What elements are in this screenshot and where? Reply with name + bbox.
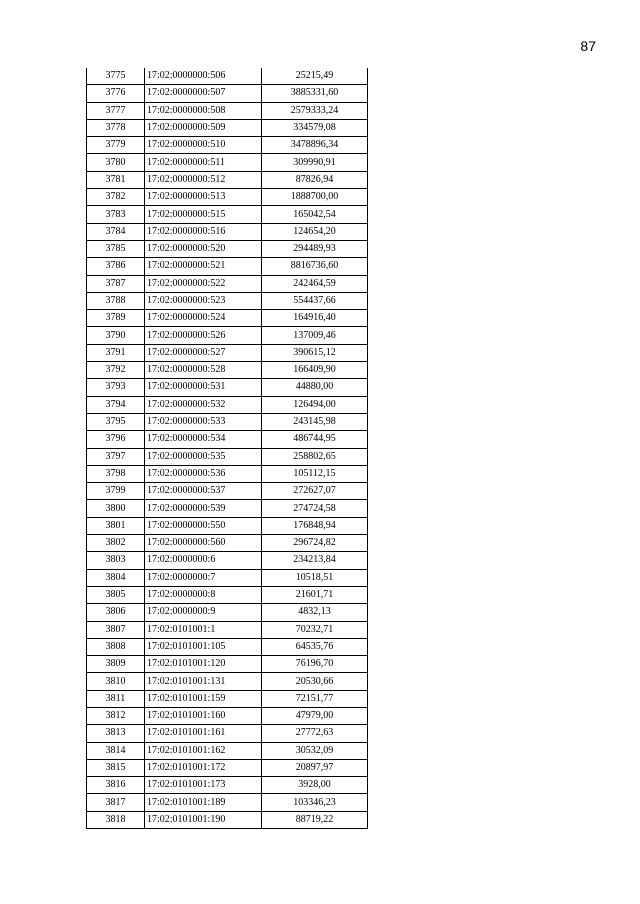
- cadastral-number: 17:02:0000000:522: [145, 275, 262, 292]
- cadastral-number: 17:02:0000000:8: [145, 586, 262, 603]
- row-number: 3809: [87, 656, 145, 673]
- cadastral-number: 17:02:0000000:550: [145, 517, 262, 534]
- row-number: 3778: [87, 119, 145, 136]
- cadastral-value: 76196,70: [262, 656, 368, 673]
- row-number: 3776: [87, 85, 145, 102]
- cadastral-number: 17:02:0000000:516: [145, 223, 262, 240]
- table-row: [87, 258, 368, 275]
- row-number: 3787: [87, 275, 145, 292]
- table-row: [87, 102, 368, 119]
- table-row: [87, 673, 368, 690]
- cadastral-number: 17:02:0101001:1: [145, 621, 262, 638]
- cadastral-number: 17:02:0000000:536: [145, 465, 262, 482]
- row-number: 3791: [87, 344, 145, 361]
- cadastral-value: 3885331,60: [262, 85, 368, 102]
- cadastral-value: 87826,94: [262, 171, 368, 188]
- row-number: 3816: [87, 777, 145, 794]
- row-number: 3798: [87, 465, 145, 482]
- cadastral-number: 17:02:0000000:523: [145, 292, 262, 309]
- table-row: [87, 535, 368, 552]
- table-row: [87, 552, 368, 569]
- row-number: 3794: [87, 396, 145, 413]
- row-number: 3815: [87, 759, 145, 776]
- row-number: 3785: [87, 240, 145, 257]
- table-row: [87, 465, 368, 482]
- row-number: 3788: [87, 292, 145, 309]
- row-number: 3793: [87, 379, 145, 396]
- table-row: [87, 327, 368, 344]
- row-number: 3818: [87, 811, 145, 828]
- row-number: 3784: [87, 223, 145, 240]
- table-row: [87, 189, 368, 206]
- cadastral-number: 17:02:0101001:105: [145, 638, 262, 655]
- table-row: [87, 707, 368, 724]
- table-row: [87, 517, 368, 534]
- row-number: 3807: [87, 621, 145, 638]
- cadastral-value: 243145,98: [262, 413, 368, 430]
- row-number: 3801: [87, 517, 145, 534]
- row-number: 3783: [87, 206, 145, 223]
- table-row: [87, 119, 368, 136]
- row-number: 3804: [87, 569, 145, 586]
- cadastral-number: 17:02:0000000:534: [145, 431, 262, 448]
- row-number: 3811: [87, 690, 145, 707]
- cadastral-value: 88719,22: [262, 811, 368, 828]
- row-number: 3812: [87, 707, 145, 724]
- cadastral-value: 126494,00: [262, 396, 368, 413]
- cadastral-number: 17:02:0000000:537: [145, 483, 262, 500]
- cadastral-value: 272627,07: [262, 483, 368, 500]
- table-row: [87, 310, 368, 327]
- table-row: [87, 586, 368, 603]
- cadastral-value: 47979,00: [262, 707, 368, 724]
- cadastral-value: 296724,82: [262, 535, 368, 552]
- cadastral-value: 3478896,34: [262, 137, 368, 154]
- row-number: 3808: [87, 638, 145, 655]
- cadastral-number: 17:02:0101001:160: [145, 707, 262, 724]
- cadastral-value: 27772,63: [262, 725, 368, 742]
- cadastral-value: 554437,66: [262, 292, 368, 309]
- table-row: [87, 794, 368, 811]
- table-row: [87, 569, 368, 586]
- table-row: [87, 362, 368, 379]
- row-number: 3796: [87, 431, 145, 448]
- row-number: 3814: [87, 742, 145, 759]
- cadastral-number: 17:02:0000000:520: [145, 240, 262, 257]
- cadastral-value: 4832,13: [262, 604, 368, 621]
- cadastral-value: 165042,54: [262, 206, 368, 223]
- row-number: 3775: [87, 68, 145, 85]
- cadastral-number: 17:02:0000000:9: [145, 604, 262, 621]
- cadastral-value-table: [86, 68, 368, 829]
- table-row: [87, 223, 368, 240]
- cadastral-number: 17:02:0000000:506: [145, 68, 262, 85]
- table-row: [87, 621, 368, 638]
- cadastral-value: 124654,20: [262, 223, 368, 240]
- table-row: [87, 483, 368, 500]
- row-number: 3777: [87, 102, 145, 119]
- cadastral-number: 17:02:0000000:527: [145, 344, 262, 361]
- cadastral-value: 166409,90: [262, 362, 368, 379]
- table-row: [87, 431, 368, 448]
- table-row: [87, 171, 368, 188]
- table-row: [87, 500, 368, 517]
- cadastral-number: 17:02:0101001:173: [145, 777, 262, 794]
- cadastral-number: 17:02:0101001:190: [145, 811, 262, 828]
- cadastral-number: 17:02:0000000:535: [145, 448, 262, 465]
- cadastral-number: 17:02:0000000:531: [145, 379, 262, 396]
- table-row: [87, 292, 368, 309]
- table-row: [87, 811, 368, 828]
- cadastral-number: 17:02:0000000:539: [145, 500, 262, 517]
- table-row: [87, 240, 368, 257]
- cadastral-value: 70232,71: [262, 621, 368, 638]
- cadastral-value: 25215,49: [262, 68, 368, 85]
- cadastral-number: 17:02:0000000:7: [145, 569, 262, 586]
- cadastral-value: 486744,95: [262, 431, 368, 448]
- cadastral-value: 30532,09: [262, 742, 368, 759]
- cadastral-value: 8816736,60: [262, 258, 368, 275]
- row-number: 3802: [87, 535, 145, 552]
- cadastral-value: 242464,59: [262, 275, 368, 292]
- table-row: [87, 154, 368, 171]
- cadastral-number: 17:02:0101001:120: [145, 656, 262, 673]
- cadastral-number: 17:02:0000000:524: [145, 310, 262, 327]
- row-number: 3780: [87, 154, 145, 171]
- cadastral-number: 17:02:0101001:159: [145, 690, 262, 707]
- table-row: [87, 604, 368, 621]
- table-row: [87, 742, 368, 759]
- row-number: 3779: [87, 137, 145, 154]
- table-row: [87, 68, 368, 85]
- cadastral-number: 17:02:0101001:162: [145, 742, 262, 759]
- row-number: 3782: [87, 189, 145, 206]
- table-row: [87, 725, 368, 742]
- table-body: [87, 68, 368, 829]
- table-row: [87, 275, 368, 292]
- table-row: [87, 206, 368, 223]
- page-number: 87: [580, 38, 596, 54]
- table-row: [87, 759, 368, 776]
- cadastral-number: 17:02:0101001:131: [145, 673, 262, 690]
- cadastral-number: 17:02:0000000:513: [145, 189, 262, 206]
- cadastral-value: 390615,12: [262, 344, 368, 361]
- cadastral-value: 21601,71: [262, 586, 368, 603]
- cadastral-value: 334579,08: [262, 119, 368, 136]
- row-number: 3803: [87, 552, 145, 569]
- cadastral-number: 17:02:0000000:521: [145, 258, 262, 275]
- cadastral-value: 164916,40: [262, 310, 368, 327]
- cadastral-value: 2579333,24: [262, 102, 368, 119]
- table-row: [87, 638, 368, 655]
- cadastral-number: 17:02:0101001:189: [145, 794, 262, 811]
- cadastral-number: 17:02:0000000:560: [145, 535, 262, 552]
- cadastral-number: 17:02:0101001:161: [145, 725, 262, 742]
- cadastral-value: 44880,00: [262, 379, 368, 396]
- cadastral-number: 17:02:0000000:507: [145, 85, 262, 102]
- row-number: 3786: [87, 258, 145, 275]
- cadastral-value: 103346,23: [262, 794, 368, 811]
- cadastral-value: 64535,76: [262, 638, 368, 655]
- row-number: 3799: [87, 483, 145, 500]
- cadastral-number: 17:02:0000000:532: [145, 396, 262, 413]
- cadastral-number: 17:02:0000000:526: [145, 327, 262, 344]
- cadastral-number: 17:02:0000000:6: [145, 552, 262, 569]
- table-row: [87, 690, 368, 707]
- row-number: 3800: [87, 500, 145, 517]
- cadastral-number: 17:02:0101001:172: [145, 759, 262, 776]
- row-number: 3789: [87, 310, 145, 327]
- table-row: [87, 379, 368, 396]
- cadastral-value: 274724,58: [262, 500, 368, 517]
- cadastral-number: 17:02:0000000:528: [145, 362, 262, 379]
- cadastral-value: 294489,93: [262, 240, 368, 257]
- table-row: [87, 137, 368, 154]
- cadastral-value: 137009,46: [262, 327, 368, 344]
- table-row: [87, 413, 368, 430]
- table-row: [87, 777, 368, 794]
- cadastral-value: 258802,65: [262, 448, 368, 465]
- table-row: [87, 85, 368, 102]
- cadastral-number: 17:02:0000000:510: [145, 137, 262, 154]
- row-number: 3795: [87, 413, 145, 430]
- cadastral-number: 17:02:0000000:512: [145, 171, 262, 188]
- cadastral-value: 20530,66: [262, 673, 368, 690]
- row-number: 3817: [87, 794, 145, 811]
- cadastral-value: 234213,84: [262, 552, 368, 569]
- cadastral-number: 17:02:0000000:511: [145, 154, 262, 171]
- row-number: 3805: [87, 586, 145, 603]
- table-row: [87, 344, 368, 361]
- cadastral-value: 10518,51: [262, 569, 368, 586]
- cadastral-number: 17:02:0000000:515: [145, 206, 262, 223]
- cadastral-number: 17:02:0000000:508: [145, 102, 262, 119]
- row-number: 3806: [87, 604, 145, 621]
- row-number: 3797: [87, 448, 145, 465]
- row-number: 3790: [87, 327, 145, 344]
- cadastral-value: 3928,00: [262, 777, 368, 794]
- table-row: [87, 448, 368, 465]
- cadastral-value: 20897,97: [262, 759, 368, 776]
- cadastral-value: 105112,15: [262, 465, 368, 482]
- row-number: 3813: [87, 725, 145, 742]
- cadastral-value: 176848,94: [262, 517, 368, 534]
- row-number: 3792: [87, 362, 145, 379]
- cadastral-value: 309990,91: [262, 154, 368, 171]
- row-number: 3810: [87, 673, 145, 690]
- cadastral-value: 72151,77: [262, 690, 368, 707]
- row-number: 3781: [87, 171, 145, 188]
- table-row: [87, 656, 368, 673]
- cadastral-value: 1888700,00: [262, 189, 368, 206]
- cadastral-number: 17:02:0000000:533: [145, 413, 262, 430]
- cadastral-number: 17:02:0000000:509: [145, 119, 262, 136]
- table-row: [87, 396, 368, 413]
